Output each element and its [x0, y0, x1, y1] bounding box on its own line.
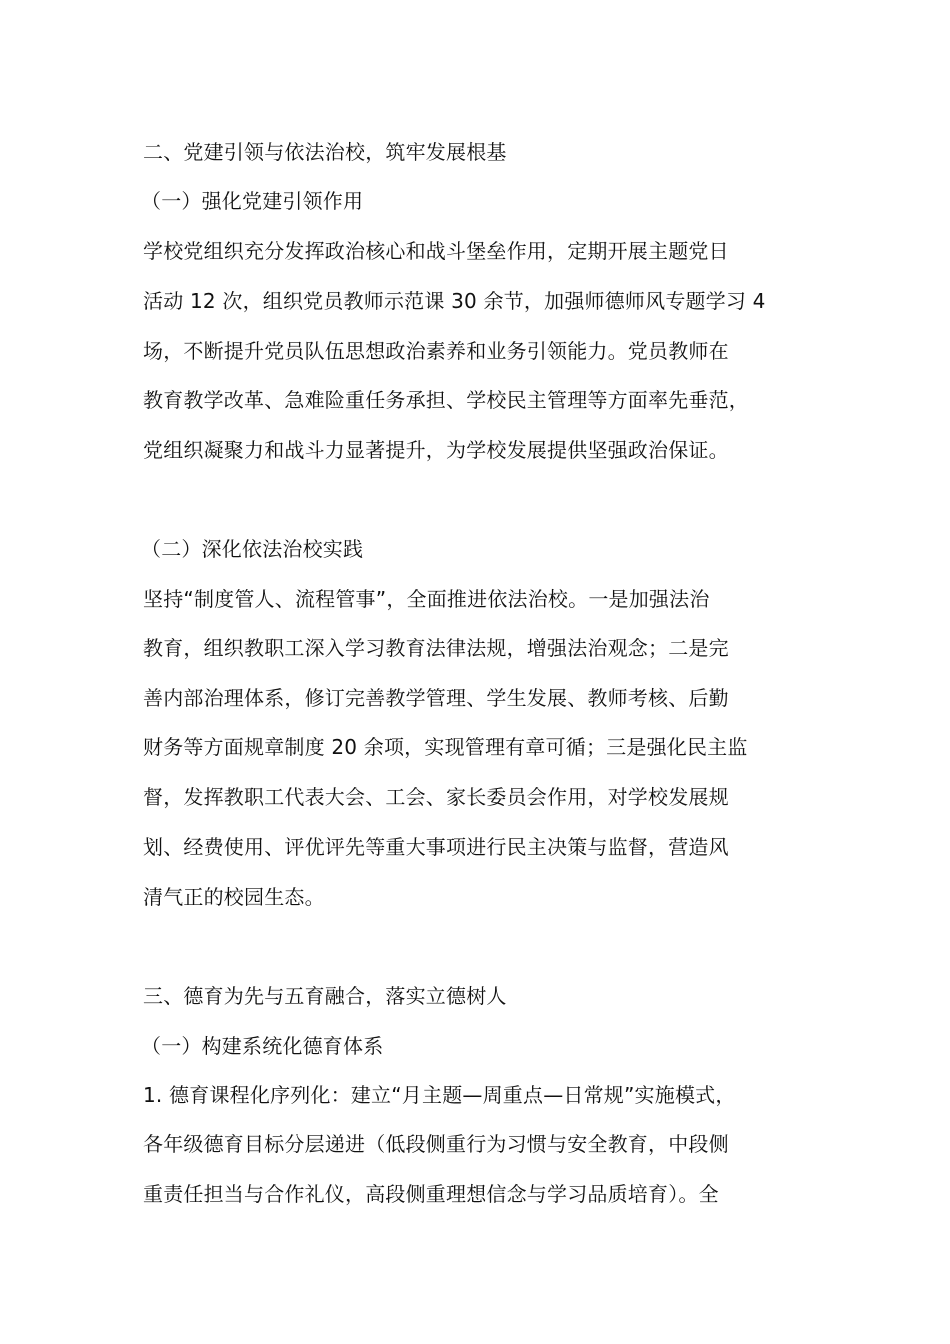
paragraph-line: 学校党组织充分发挥政治核心和战斗堡垒作用，定期开展主题党日 [143, 239, 729, 263]
section-2-2-heading: （二）深化依法治校实践 [141, 537, 364, 561]
paragraph-line: 各年级德育目标分层递进（低段侧重行为习惯与安全教育，中段侧 [143, 1132, 729, 1156]
paragraph-line: 党组织凝聚力和战斗力显著提升，为学校发展提供坚强政治保证。 [143, 438, 729, 462]
section-3-heading: 三、德育为先与五育融合，落实立德树人 [143, 984, 507, 1008]
section-2-heading: 二、党建引领与依法治校，筑牢发展根基 [143, 140, 507, 164]
paragraph-line: 财务等方面规章制度 20 余项，实现管理有章可循；三是强化民主监 [143, 735, 748, 759]
paragraph-line: 场，不断提升党员队伍思想政治素养和业务引领能力。党员教师在 [143, 339, 729, 363]
section-3-1-heading: （一）构建系统化德育体系 [141, 1034, 384, 1058]
paragraph-line: 坚持“制度管人、流程管事”，全面推进依法治校。一是加强法治 [143, 587, 710, 611]
paragraph-line: 活动 12 次，组织党员教师示范课 30 余节，加强师德师风专题学习 4 [143, 289, 766, 313]
paragraph-line: 教育，组织教职工深入学习教育法律法规，增强法治观念；二是完 [143, 636, 729, 660]
paragraph-line: 重责任担当与合作礼仪，高段侧重理想信念与学习品质培育）。全 [143, 1182, 719, 1206]
paragraph-line: 督，发挥教职工代表大会、工会、家长委员会作用，对学校发展规 [143, 785, 729, 809]
paragraph-line: 善内部治理体系，修订完善教学管理、学生发展、教师考核、后勤 [143, 686, 729, 710]
paragraph-line: 划、经费使用、评优评先等重大事项进行民主决策与监督，营造风 [143, 835, 729, 859]
paragraph-line: 教育教学改革、急难险重任务承担、学校民主管理等方面率先垂范， [143, 388, 749, 412]
paragraph-line: 清气正的校园生态。 [143, 885, 325, 909]
paragraph-line: 1. 德育课程化序列化：建立“月主题—周重点—日常规”实施模式， [143, 1083, 736, 1107]
section-2-1-heading: （一）强化党建引领作用 [141, 189, 364, 213]
